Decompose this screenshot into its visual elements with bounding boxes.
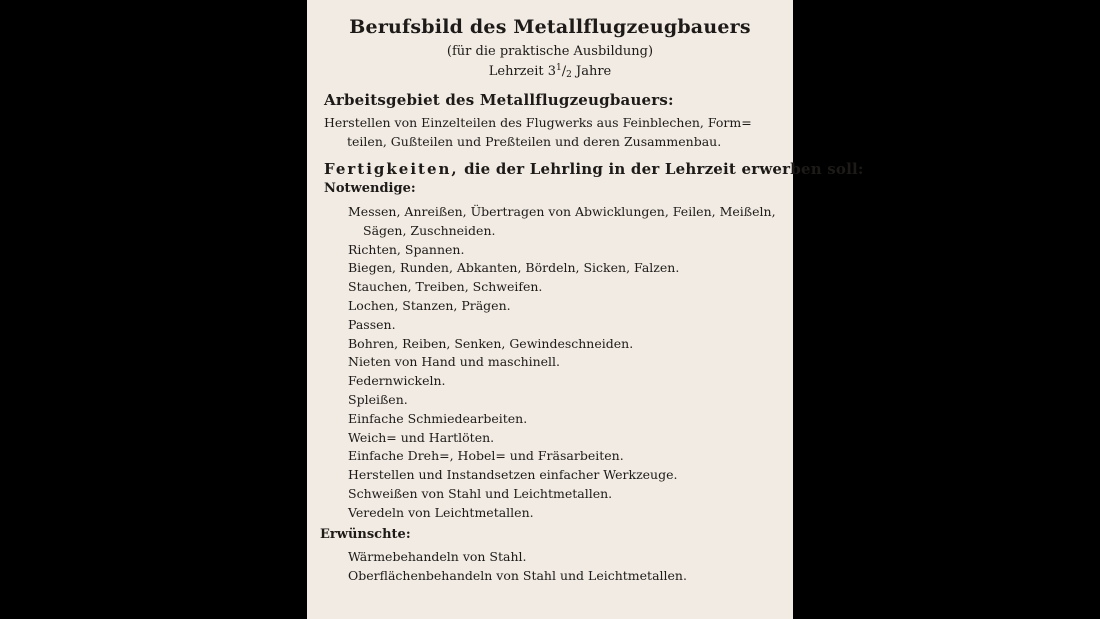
list-item: Oberflächenbehandeln von Stahl und Leichtmetallen. <box>348 567 687 583</box>
list-item: Weich= und Hartlöten. <box>348 429 495 445</box>
document-title: Berufsbild des Metallflugzeugbauers <box>349 16 751 38</box>
list-item: Bohren, Reiben, Senken, Gewindeschneiden. <box>348 335 634 351</box>
list-item: Wärmebehandeln von Stahl. <box>348 549 527 564</box>
skills-heading-word: Fertigkeiten, <box>324 160 459 178</box>
work-area-line-1: Herstellen von Einzelteilen des Flugwerks aus Feinblechen, Form= <box>324 115 752 130</box>
list-item: Spleißen. <box>348 391 408 407</box>
list-item: Einfache Schmiedearbeiten. <box>348 410 528 426</box>
document-subtitle: (für die praktische Ausbildung) <box>446 44 654 59</box>
list-item: Messen, Anreißen, Übertragen von Abwicklungen, Feilen, Meißeln, Sägen, Zuschneiden. <box>348 204 776 238</box>
list-item: Passen. <box>348 316 396 332</box>
document-page <box>307 0 864 619</box>
duration-suffix: Jahre <box>571 64 612 79</box>
list-item: Einfache Dreh=, Hobel= und Fräsarbeiten. <box>348 448 624 464</box>
list-item: Stauchen, Treiben, Schweifen. <box>348 279 543 295</box>
list-item: Federnwickeln. <box>348 373 446 389</box>
desired-skills-list <box>348 548 780 586</box>
list-item: Richten, Spannen. <box>348 241 465 257</box>
list-item: Biegen, Runden, Abkanten, Bördeln, Sicken, Falzen. <box>348 260 680 276</box>
list-item: Herstellen und Instandsetzen einfacher Werkzeuge. <box>348 467 678 483</box>
work-area-line-2: teilen, Gußteilen und Preßteilen und deren Zusammenbau. <box>347 134 722 149</box>
section-heading-skills <box>324 160 864 178</box>
work-area-description <box>324 113 776 151</box>
list-item: Nieten von Hand und maschinell. <box>348 354 561 370</box>
duration-fraction-slash: / <box>561 64 567 79</box>
section-heading-work-area: Arbeitsgebiet des Metallflugzeugbauers: <box>324 91 674 109</box>
list-item: Veredeln von Leichtmetallen. <box>348 504 534 520</box>
list-item: Lochen, Stanzen, Prägen. <box>348 297 511 313</box>
desired-skills-label: Erwünschte: <box>320 527 411 542</box>
required-skills-label: Notwendige: <box>324 181 416 196</box>
required-skills-list <box>348 203 780 523</box>
apprenticeship-duration <box>307 63 793 80</box>
duration-fraction-numerator: 1 <box>556 63 562 73</box>
duration-prefix: Lehrzeit 3 <box>488 64 556 79</box>
skills-heading-rest: die der Lehrling in der Lehrzeit erwerben soll: <box>458 160 864 178</box>
duration-fraction-denominator: 2 <box>566 70 572 80</box>
list-item: Schweißen von Stahl und Leichtmetallen. <box>348 485 613 501</box>
